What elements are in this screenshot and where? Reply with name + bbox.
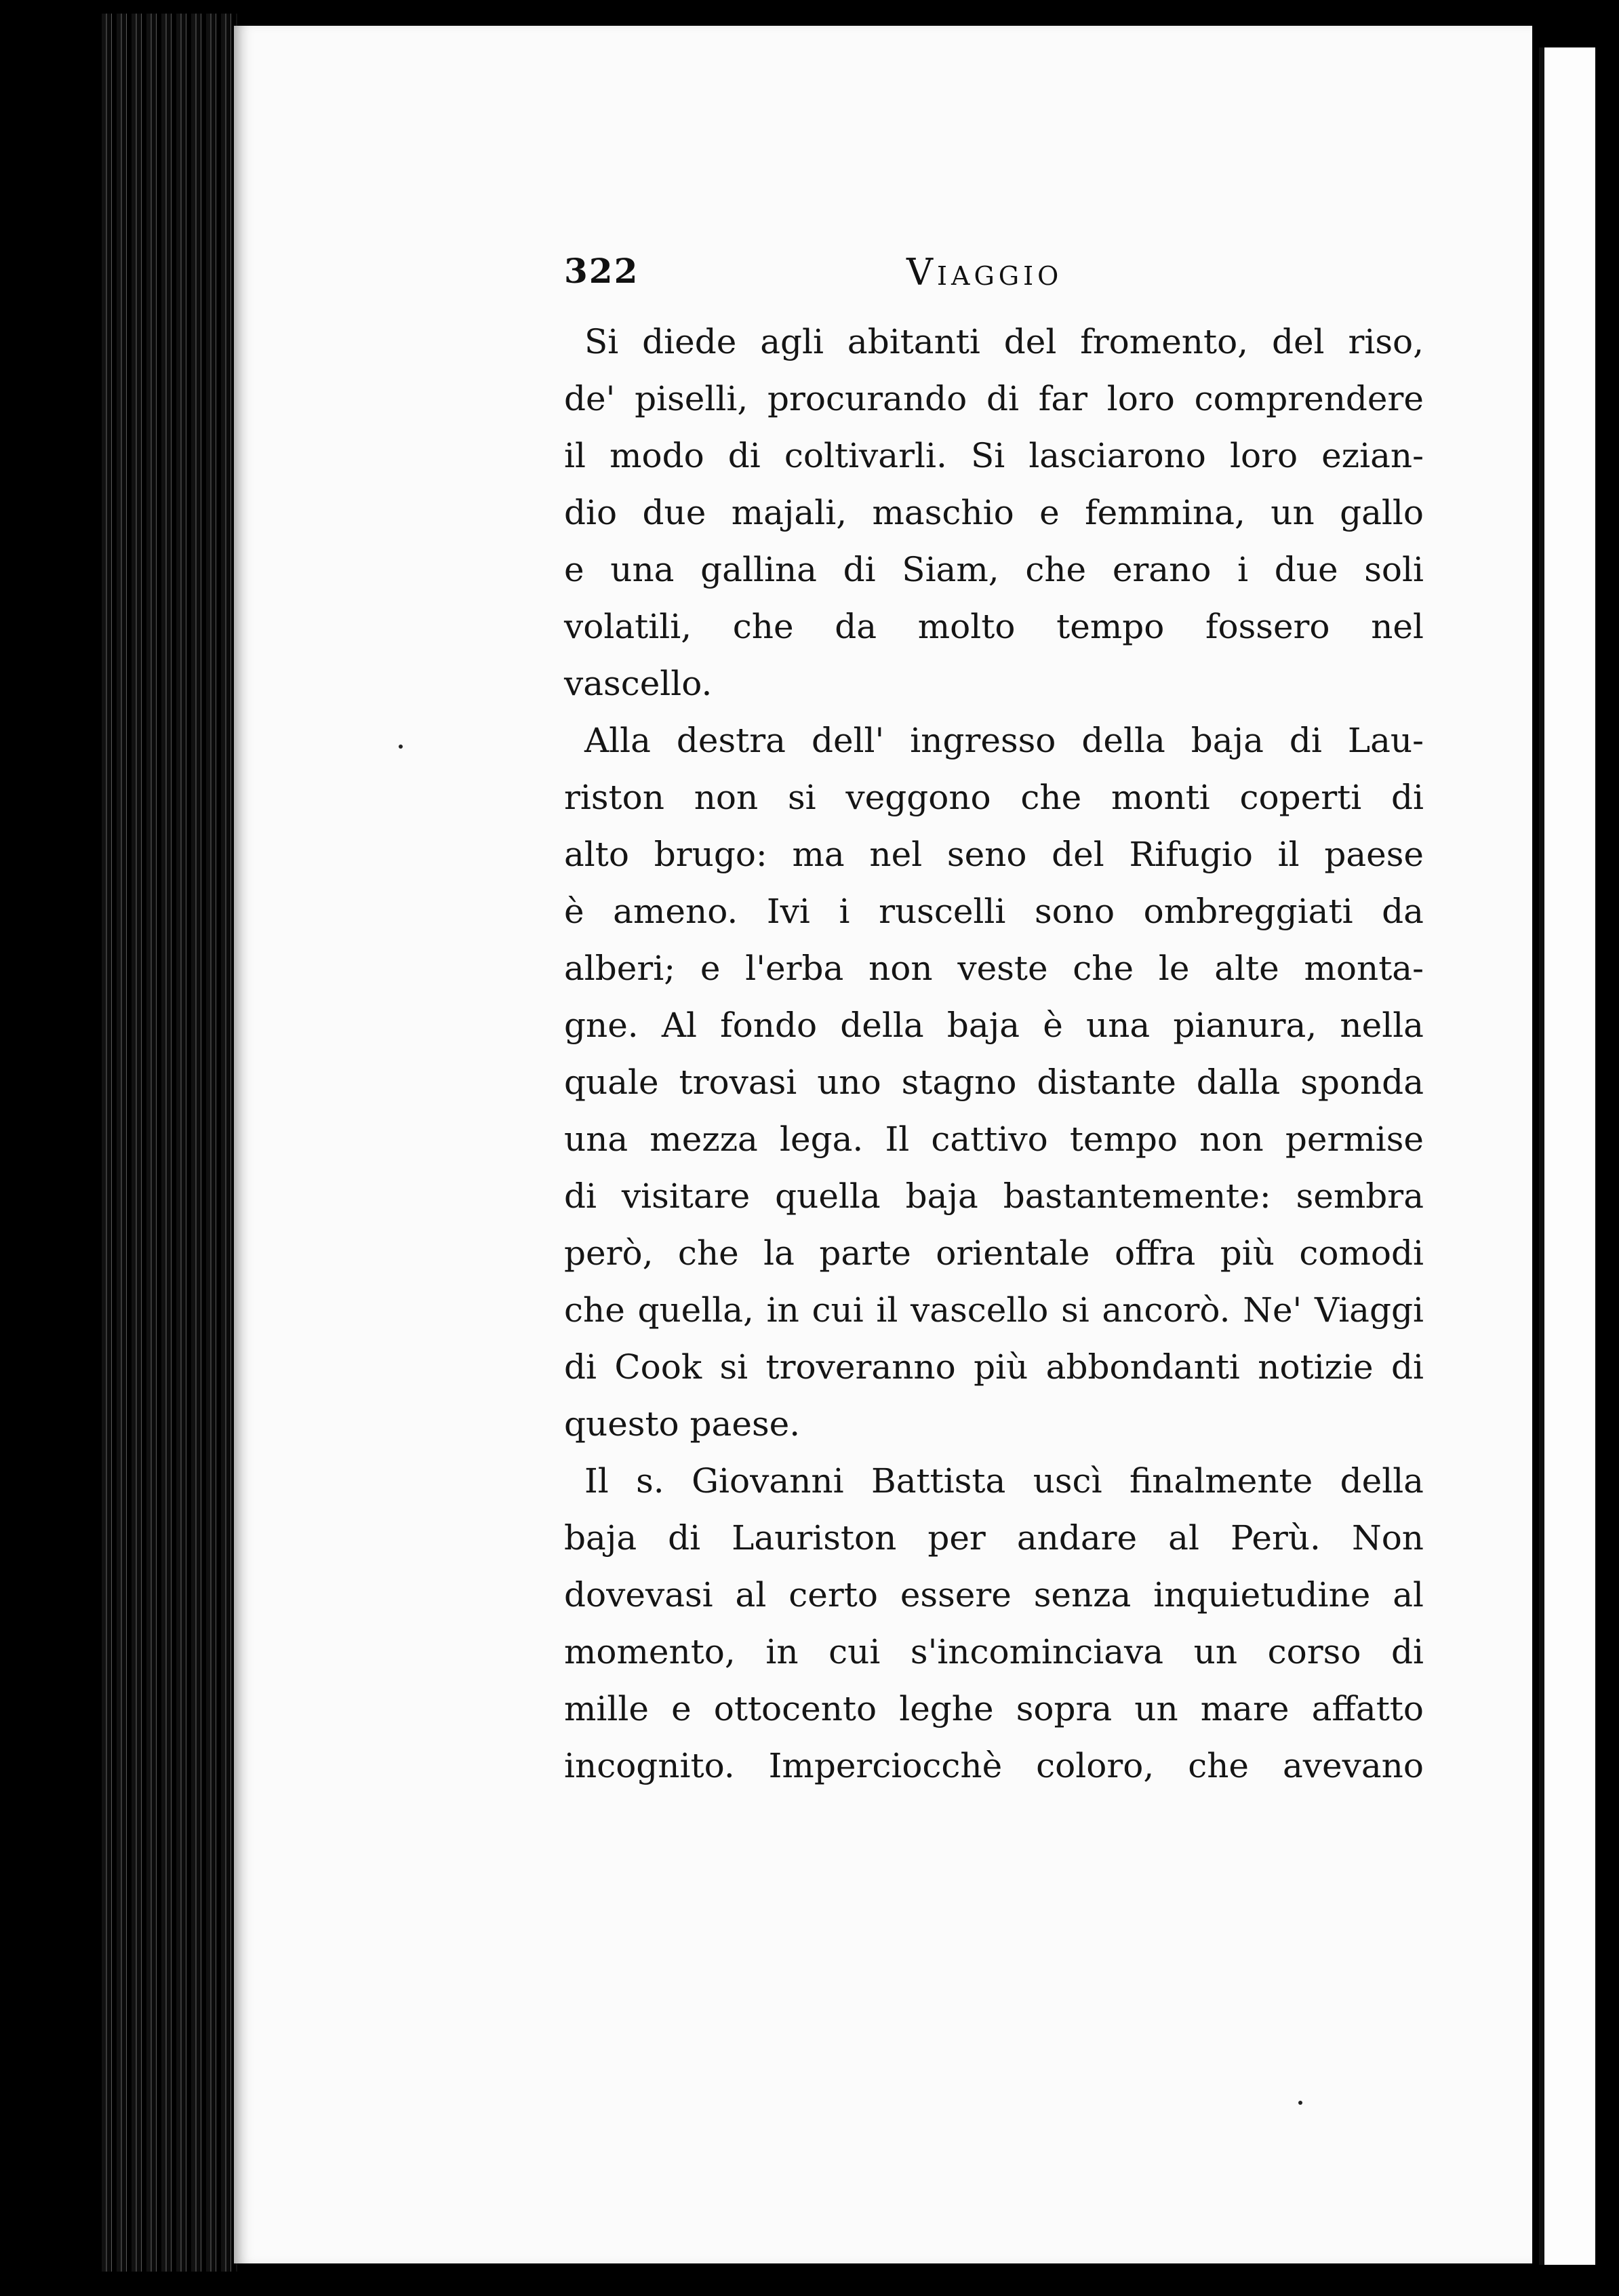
- text-line: Il s. Giovanni Battista uscì finalmente della: [584, 1461, 1424, 1501]
- body-text: [564, 313, 1424, 1794]
- text-line: Alla destra dell' ingresso della baja di Lau-: [584, 721, 1424, 760]
- text-line: vascello.: [564, 664, 713, 703]
- scan-speck: [399, 745, 403, 749]
- text-line: di visitare quella baja bastantemente: sembra: [564, 1176, 1424, 1216]
- text-line: dio due majali, maschio e femmina, un gallo: [564, 493, 1424, 532]
- text-line: alberi; e l'erba non veste che le alte monta-: [564, 949, 1424, 988]
- text-line: una mezza lega. Il cattivo tempo non permise: [564, 1120, 1424, 1159]
- page-number: 322: [564, 251, 639, 291]
- text-line: gne. Al fondo della baja è una pianura, nella: [564, 1006, 1424, 1045]
- page-header: [564, 251, 1424, 305]
- text-line: dovevasi al certo essere senza inquietudine al: [564, 1575, 1424, 1615]
- text-line: baja di Lauriston per andare al Perù. Non: [564, 1518, 1424, 1558]
- text-line: riston non si veggono che monti coperti di: [564, 778, 1424, 817]
- text-line: mille e ottocento leghe sopra un mare affatto: [564, 1689, 1424, 1728]
- text-line: alto brugo: ma nel seno del Rifugio il paese: [564, 835, 1424, 874]
- text-line: però, che la parte orientale offra più comodi: [564, 1233, 1424, 1273]
- book-page-edges: [102, 14, 237, 2272]
- text-line: è ameno. Ivi i ruscelli sono ombreggiati da: [564, 892, 1424, 931]
- text-line: quale trovasi uno stagno distante dalla sponda: [564, 1063, 1424, 1102]
- text-line: momento, in cui s'incominciava un corso di: [564, 1632, 1424, 1671]
- text-line: de' piselli, procurando di far loro comprendere: [564, 379, 1424, 418]
- text-line: che quella, in cui il vascello si ancorò. Ne' Viaggi: [564, 1290, 1424, 1330]
- text-line: Si diede agli abitanti del fromento, del riso,: [584, 322, 1424, 361]
- text-line: il modo di coltivarli. Si lasciarono loro ezian-: [564, 436, 1424, 475]
- text-line: questo paese.: [564, 1404, 801, 1444]
- text-line: e una gallina di Siam, che erano i due soli: [564, 550, 1424, 589]
- scan-speck: [1298, 2101, 1302, 2105]
- running-title: Viaggio: [906, 251, 1063, 294]
- text-line: volatili, che da molto tempo fossero nel: [564, 607, 1424, 646]
- facing-page-edge: [1539, 47, 1595, 2265]
- text-line: incognito. Imperciocchè coloro, che avevano: [564, 1746, 1424, 1785]
- text-line: di Cook si troveranno più abbondanti notizie di: [564, 1347, 1424, 1387]
